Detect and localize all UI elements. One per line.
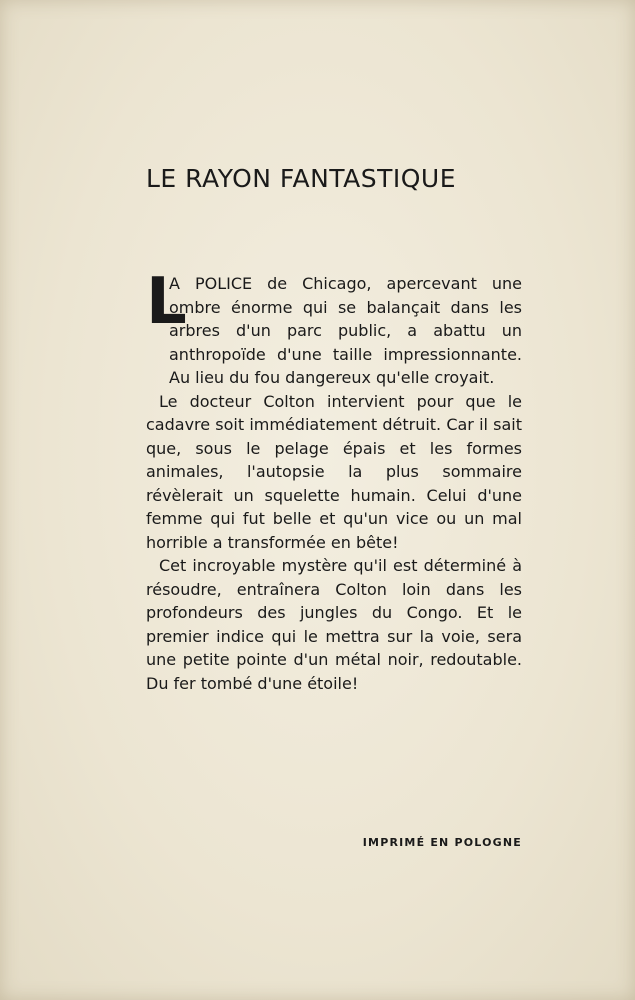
book-title: LE RAYON FANTASTIQUE xyxy=(146,164,457,193)
paragraph-3: Cet incroyable mystère qu'il est déterminé à résoudre, entraînera Colton loin dans les profondeurs des jungles du Congo. Et le premier indice qui le mettra sur la voie, sera une petite pointe d'un métal noir, redoutable. Du fer tombé d'une étoile! xyxy=(146,556,522,693)
blurb-text xyxy=(146,265,522,695)
paragraph-1 xyxy=(146,265,522,390)
drop-cap-letter: L xyxy=(146,265,187,339)
paragraph-2: Le docteur Colton intervient pour que le cadavre soit immédiatement détruit. Car il sait que, sous le pelage épais et les formes animales, l'autopsie la plus sommaire révèlerait un squelette humain. Celui d'une femme qui fut belle et qu'un vice ou un mal horrible a transformée en bête! xyxy=(146,391,522,552)
imprint-notice: IMPRIMÉ EN POLOGNE xyxy=(362,836,522,849)
paragraph-1-text: A POLICE de Chicago, apercevant une ombre énorme qui se balançait dans les arbres d'un parc public, a abattu un anthropoïde d'une taille impressionnante. Au lieu du fou dangereux qu'elle croyait. xyxy=(169,274,522,387)
